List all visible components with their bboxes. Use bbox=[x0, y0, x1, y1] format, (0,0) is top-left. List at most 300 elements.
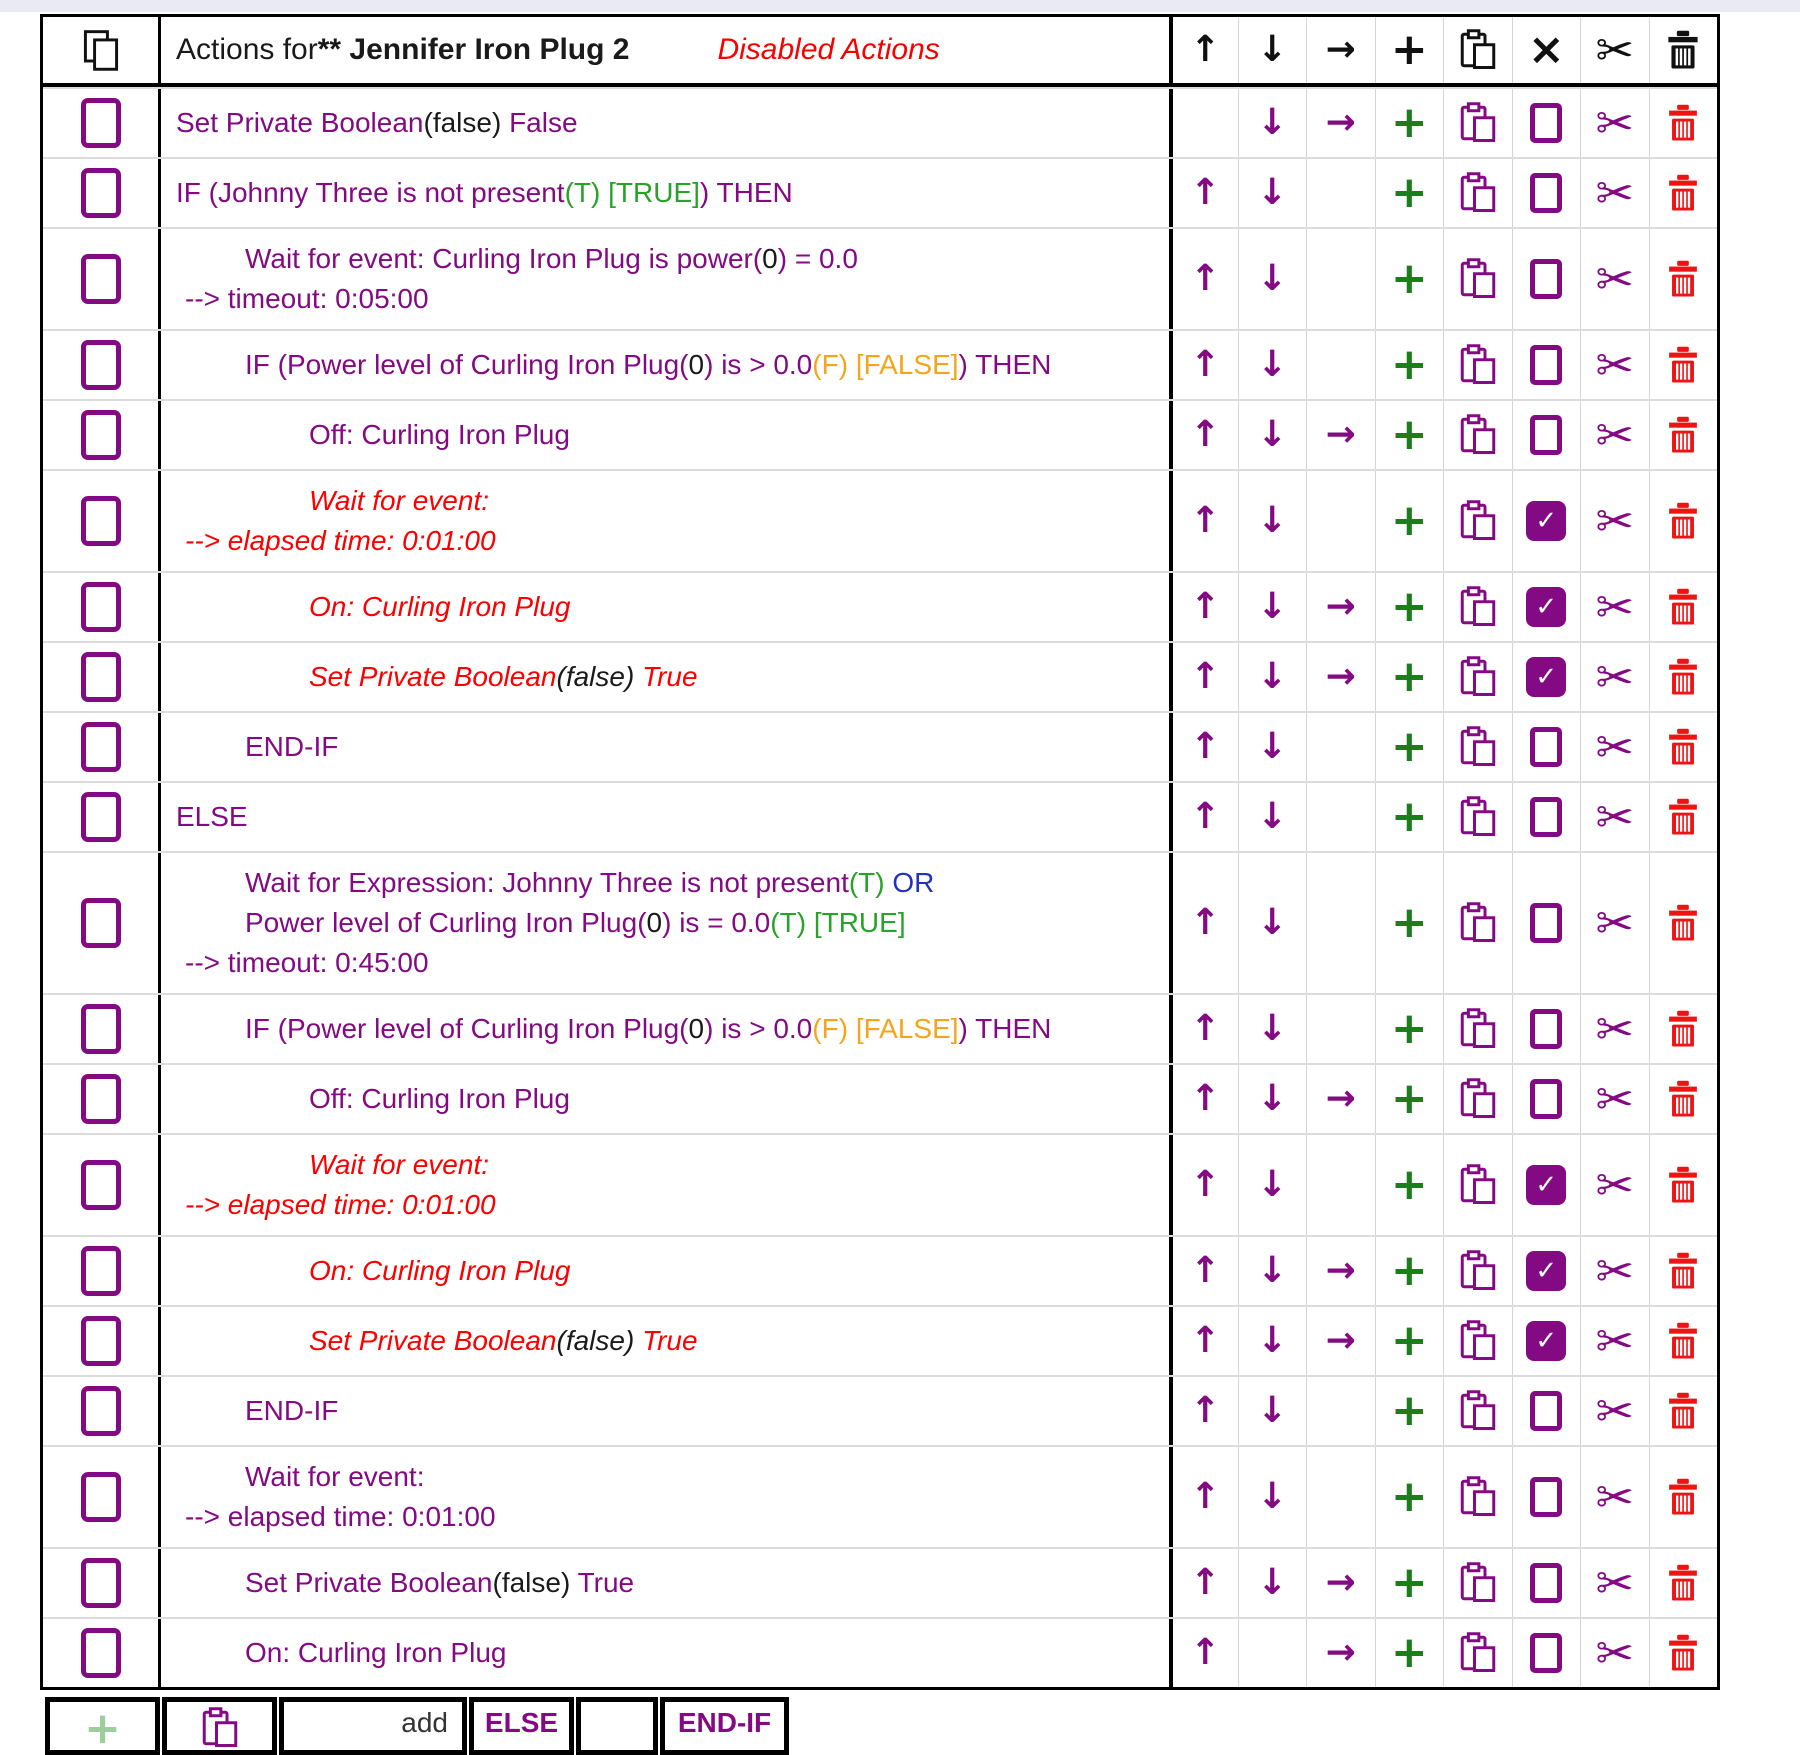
header-copy-cell[interactable] bbox=[43, 17, 158, 83]
delete-action-button[interactable] bbox=[1665, 416, 1701, 454]
footer-end-if-button[interactable]: END-IF bbox=[660, 1697, 789, 1755]
cut-action-button[interactable]: ✂ bbox=[1595, 1556, 1635, 1610]
down-arrow-icon: ↓ bbox=[1257, 29, 1288, 70]
paste-action-button[interactable] bbox=[1457, 258, 1499, 300]
move-down-button[interactable]: ↓ bbox=[1257, 1164, 1288, 1205]
text-segment: (T) bbox=[564, 177, 601, 208]
action-line bbox=[161, 1391, 1169, 1431]
move-up-button-cell bbox=[1169, 229, 1238, 329]
insert-action-button-cell bbox=[1375, 1065, 1444, 1133]
move-down-button-cell bbox=[1238, 1447, 1307, 1547]
delete-action-button[interactable] bbox=[1665, 502, 1701, 540]
move-down-button[interactable]: ↓ bbox=[1257, 500, 1288, 541]
cut-action-button[interactable]: ✂ bbox=[1595, 408, 1635, 462]
action-text[interactable] bbox=[158, 1135, 1169, 1235]
indent-button[interactable]: → bbox=[1325, 102, 1356, 143]
action-text[interactable] bbox=[158, 1307, 1169, 1375]
action-line bbox=[161, 1633, 1169, 1673]
insert-action-button[interactable]: + bbox=[1390, 791, 1428, 842]
disable-toggle[interactable] bbox=[1530, 345, 1562, 385]
paste-action-button-cell bbox=[1443, 229, 1512, 329]
move-down-button-cell bbox=[1238, 1549, 1307, 1617]
paste-action-button[interactable] bbox=[1457, 796, 1499, 838]
delete-action-button[interactable] bbox=[1665, 1010, 1701, 1048]
cut-action-button-cell bbox=[1580, 1447, 1649, 1547]
paste-action-button[interactable] bbox=[1457, 1476, 1499, 1518]
indent-button[interactable]: → bbox=[1325, 1320, 1356, 1361]
move-up-button[interactable]: ↑ bbox=[1190, 344, 1221, 385]
move-up-button-cell bbox=[1169, 401, 1238, 469]
move-up-button-cell bbox=[1169, 89, 1238, 157]
paste-action-button[interactable] bbox=[1457, 1632, 1499, 1674]
indent-button-cell bbox=[1306, 853, 1375, 993]
move-up-button[interactable]: ↑ bbox=[1190, 414, 1221, 455]
move-up-button-cell bbox=[1169, 1065, 1238, 1133]
insert-action-button[interactable]: + bbox=[1390, 1385, 1428, 1436]
row-select-cell bbox=[43, 713, 158, 781]
paste-action-button[interactable] bbox=[1457, 656, 1499, 698]
paste-action-button[interactable] bbox=[1457, 414, 1499, 456]
action-text[interactable] bbox=[158, 783, 1169, 851]
indent-button[interactable]: → bbox=[1325, 414, 1356, 455]
indent-button[interactable]: → bbox=[1325, 1562, 1356, 1603]
disable-toggle[interactable] bbox=[1530, 103, 1562, 143]
cut-action-button[interactable]: ✂ bbox=[1595, 1158, 1635, 1212]
move-up-button[interactable]: ↑ bbox=[1190, 656, 1221, 697]
cut-action-button[interactable]: ✂ bbox=[1595, 494, 1635, 548]
row-select-checkbox[interactable] bbox=[81, 792, 121, 842]
paste-action-button[interactable] bbox=[1457, 1562, 1499, 1604]
row-select-checkbox[interactable] bbox=[81, 98, 121, 148]
action-continuation-line bbox=[161, 521, 1169, 561]
move-up-button[interactable]: ↑ bbox=[1190, 1008, 1221, 1049]
disable-toggle-cell bbox=[1512, 783, 1581, 851]
paste-action-button-cell bbox=[1443, 573, 1512, 641]
text-segment bbox=[806, 907, 814, 938]
move-down-button[interactable]: ↓ bbox=[1257, 586, 1288, 627]
delete-action-button[interactable] bbox=[1665, 1564, 1701, 1602]
move-up-button-cell bbox=[1169, 1135, 1238, 1235]
move-up-button-cell bbox=[1169, 159, 1238, 227]
row-select-cell bbox=[43, 783, 158, 851]
footer-add-button[interactable]: add bbox=[279, 1697, 467, 1755]
row-select-cell bbox=[43, 331, 158, 399]
action-text[interactable] bbox=[158, 995, 1169, 1063]
action-text[interactable] bbox=[158, 1619, 1169, 1687]
row-select-checkbox[interactable] bbox=[81, 722, 121, 772]
paste-action-button[interactable] bbox=[1457, 1390, 1499, 1432]
cut-action-button[interactable]: ✂ bbox=[1595, 1384, 1635, 1438]
action-text[interactable] bbox=[158, 643, 1169, 711]
action-text[interactable] bbox=[158, 331, 1169, 399]
cut-action-button[interactable]: ✂ bbox=[1595, 1244, 1635, 1298]
text-segment: ) THEN bbox=[699, 177, 793, 208]
paste-action-button[interactable] bbox=[1457, 726, 1499, 768]
insert-action-button-cell bbox=[1375, 1237, 1444, 1305]
text-segment: (false) bbox=[556, 661, 635, 692]
row-select-checkbox[interactable] bbox=[81, 1004, 121, 1054]
text-segment: 0 bbox=[646, 907, 663, 938]
row-select-checkbox[interactable] bbox=[81, 496, 121, 546]
delete-action-button-cell bbox=[1649, 159, 1718, 227]
cut-action-button[interactable]: ✂ bbox=[1595, 580, 1635, 634]
insert-action-button[interactable]: + bbox=[1390, 1557, 1428, 1608]
indent-button[interactable]: → bbox=[1325, 1632, 1356, 1673]
move-down-button[interactable]: ↓ bbox=[1257, 1078, 1288, 1119]
delete-action-button-cell bbox=[1649, 1135, 1718, 1235]
move-down-button[interactable]: ↓ bbox=[1257, 726, 1288, 767]
cut-action-button[interactable]: ✂ bbox=[1595, 896, 1635, 950]
move-up-button[interactable]: ↑ bbox=[1190, 726, 1221, 767]
text-segment: --> elapsed time: 0:01:00 bbox=[185, 1501, 496, 1532]
cut-action-button[interactable]: ✂ bbox=[1595, 720, 1635, 774]
text-segment: [FALSE] bbox=[855, 349, 959, 380]
move-up-button[interactable]: ↑ bbox=[1190, 902, 1221, 943]
row-select-checkbox[interactable] bbox=[81, 1160, 121, 1210]
action-text[interactable] bbox=[158, 1237, 1169, 1305]
text-segment: True bbox=[634, 1325, 698, 1356]
move-up-button-cell bbox=[1169, 783, 1238, 851]
move-up-button[interactable]: ↑ bbox=[1190, 172, 1221, 213]
row-select-checkbox[interactable] bbox=[81, 1472, 121, 1522]
insert-action-button[interactable]: + bbox=[1390, 1003, 1428, 1054]
insert-action-button[interactable]: + bbox=[1390, 897, 1428, 948]
disable-toggle[interactable]: ✓ bbox=[1526, 1321, 1566, 1361]
paste-action-button[interactable] bbox=[1457, 344, 1499, 386]
move-down-button[interactable]: ↓ bbox=[1257, 1562, 1288, 1603]
text-segment: IF (Power level of Curling Iron Plug( bbox=[245, 1013, 689, 1044]
row-select-checkbox[interactable] bbox=[81, 898, 121, 948]
x-icon: × bbox=[1527, 24, 1565, 75]
action-continuation-line bbox=[161, 1497, 1169, 1537]
action-row bbox=[43, 227, 1717, 329]
action-text[interactable] bbox=[158, 89, 1169, 157]
disable-toggle[interactable] bbox=[1530, 727, 1562, 767]
insert-action-button[interactable]: + bbox=[1390, 581, 1428, 632]
delete-action-button[interactable] bbox=[1665, 728, 1701, 766]
header-down-cell bbox=[1238, 17, 1307, 83]
move-up-button-cell bbox=[1169, 995, 1238, 1063]
disable-toggle[interactable] bbox=[1530, 1079, 1562, 1119]
indent-button[interactable]: → bbox=[1325, 656, 1356, 697]
cut-action-button[interactable]: ✂ bbox=[1595, 338, 1635, 392]
up-arrow-icon: ↑ bbox=[1190, 29, 1221, 70]
row-select-checkbox[interactable] bbox=[81, 254, 121, 304]
disable-toggle[interactable] bbox=[1530, 1477, 1562, 1517]
row-select-checkbox[interactable] bbox=[81, 1386, 121, 1436]
row-select-checkbox[interactable] bbox=[81, 1628, 121, 1678]
action-text[interactable] bbox=[158, 713, 1169, 781]
delete-action-button[interactable] bbox=[1665, 1322, 1701, 1360]
row-select-cell bbox=[43, 159, 158, 227]
move-down-button[interactable]: ↓ bbox=[1257, 102, 1288, 143]
text-segment: On: Curling Iron Plug bbox=[245, 1637, 507, 1668]
cut-action-button[interactable]: ✂ bbox=[1595, 1002, 1635, 1056]
row-select-checkbox[interactable] bbox=[81, 1558, 121, 1608]
delete-action-button[interactable] bbox=[1665, 588, 1701, 626]
delete-action-button[interactable] bbox=[1665, 904, 1701, 942]
row-select-checkbox[interactable] bbox=[81, 340, 121, 390]
text-segment: True bbox=[570, 1567, 635, 1598]
paste-action-button-cell bbox=[1443, 1065, 1512, 1133]
disable-toggle[interactable] bbox=[1530, 1391, 1562, 1431]
delete-action-button[interactable] bbox=[1665, 798, 1701, 836]
cut-action-button[interactable]: ✂ bbox=[1595, 790, 1635, 844]
row-select-checkbox[interactable] bbox=[81, 1074, 121, 1124]
disable-toggle[interactable] bbox=[1530, 259, 1562, 299]
paste-action-button-cell bbox=[1443, 1619, 1512, 1687]
cut-action-button[interactable]: ✂ bbox=[1595, 1470, 1635, 1524]
move-up-button-cell bbox=[1169, 471, 1238, 571]
move-down-button-cell bbox=[1238, 1377, 1307, 1445]
delete-action-button[interactable] bbox=[1665, 260, 1701, 298]
delete-action-button[interactable] bbox=[1665, 1252, 1701, 1290]
insert-action-button[interactable]: + bbox=[1390, 253, 1428, 304]
action-text[interactable] bbox=[158, 573, 1169, 641]
cut-action-button[interactable]: ✂ bbox=[1595, 1626, 1635, 1680]
move-up-button[interactable]: ↑ bbox=[1190, 796, 1221, 837]
cut-action-button[interactable]: ✂ bbox=[1595, 96, 1635, 150]
disable-toggle-cell bbox=[1512, 331, 1581, 399]
disable-toggle-cell bbox=[1512, 1377, 1581, 1445]
move-down-button-cell bbox=[1238, 643, 1307, 711]
insert-action-button-cell bbox=[1375, 853, 1444, 993]
move-down-button[interactable]: ↓ bbox=[1257, 1320, 1288, 1361]
text-segment: (T) bbox=[848, 867, 885, 898]
paste-action-button-cell bbox=[1443, 643, 1512, 711]
move-up-button[interactable]: ↑ bbox=[1190, 1320, 1221, 1361]
row-select-checkbox[interactable] bbox=[81, 168, 121, 218]
disable-toggle[interactable] bbox=[1530, 797, 1562, 837]
move-down-button-cell bbox=[1238, 713, 1307, 781]
disable-toggle[interactable] bbox=[1530, 1563, 1562, 1603]
move-up-button[interactable]: ↑ bbox=[1190, 1164, 1221, 1205]
delete-action-button[interactable] bbox=[1665, 1478, 1701, 1516]
disable-toggle[interactable] bbox=[1530, 903, 1562, 943]
action-text[interactable] bbox=[158, 159, 1169, 227]
cut-action-button[interactable]: ✂ bbox=[1595, 1072, 1635, 1126]
move-down-button[interactable]: ↓ bbox=[1257, 1390, 1288, 1431]
paste-action-button[interactable] bbox=[1457, 586, 1499, 628]
delete-action-button-cell bbox=[1649, 1237, 1718, 1305]
action-text[interactable] bbox=[158, 1549, 1169, 1617]
delete-action-button[interactable] bbox=[1665, 346, 1701, 384]
delete-action-button-cell bbox=[1649, 995, 1718, 1063]
insert-action-button[interactable]: + bbox=[1390, 1073, 1428, 1124]
move-up-button[interactable]: ↑ bbox=[1190, 1250, 1221, 1291]
insert-action-button[interactable]: + bbox=[1390, 1471, 1428, 1522]
move-up-button[interactable]: ↑ bbox=[1190, 1632, 1221, 1673]
text-segment: 0 bbox=[762, 243, 778, 274]
cut-action-button[interactable]: ✂ bbox=[1595, 166, 1635, 220]
move-up-button[interactable]: ↑ bbox=[1190, 258, 1221, 299]
move-down-button[interactable]: ↓ bbox=[1257, 1476, 1288, 1517]
disable-toggle[interactable]: ✓ bbox=[1526, 501, 1566, 541]
paste-action-button[interactable] bbox=[1457, 1164, 1499, 1206]
indent-button-cell bbox=[1306, 1237, 1375, 1305]
action-text[interactable] bbox=[158, 471, 1169, 571]
footer-else-button[interactable]: ELSE bbox=[469, 1697, 574, 1755]
footer-blank-button[interactable] bbox=[576, 1697, 658, 1755]
paste-action-button[interactable] bbox=[1457, 1078, 1499, 1120]
disable-toggle[interactable] bbox=[1530, 173, 1562, 213]
row-select-cell bbox=[43, 853, 158, 993]
text-segment: Power level of Curling Iron Plug( bbox=[245, 907, 647, 938]
move-down-button[interactable]: ↓ bbox=[1257, 172, 1288, 213]
header-title-cell bbox=[158, 17, 1169, 83]
move-up-button[interactable]: ↑ bbox=[1190, 586, 1221, 627]
paste-action-button[interactable] bbox=[1457, 1320, 1499, 1362]
delete-action-button-cell bbox=[1649, 1447, 1718, 1547]
action-line bbox=[161, 903, 1169, 943]
disable-toggle-cell bbox=[1512, 401, 1581, 469]
cut-action-button-cell bbox=[1580, 89, 1649, 157]
row-select-checkbox[interactable] bbox=[81, 1246, 121, 1296]
move-down-button[interactable]: ↓ bbox=[1257, 258, 1288, 299]
move-up-button-cell bbox=[1169, 853, 1238, 993]
insert-action-button-cell bbox=[1375, 229, 1444, 329]
action-text[interactable] bbox=[158, 853, 1169, 993]
indent-button-cell bbox=[1306, 1549, 1375, 1617]
cut-action-button[interactable]: ✂ bbox=[1595, 252, 1635, 306]
action-row bbox=[43, 711, 1717, 781]
paste-action-button-cell bbox=[1443, 471, 1512, 571]
delete-action-button-cell bbox=[1649, 853, 1718, 993]
move-down-button[interactable]: ↓ bbox=[1257, 656, 1288, 697]
row-select-checkbox[interactable] bbox=[81, 1316, 121, 1366]
cut-action-button-cell bbox=[1580, 401, 1649, 469]
move-up-button[interactable]: ↑ bbox=[1190, 1562, 1221, 1603]
footer-paste-button[interactable] bbox=[162, 1697, 277, 1755]
delete-action-button[interactable] bbox=[1665, 104, 1701, 142]
delete-action-button[interactable] bbox=[1665, 174, 1701, 212]
delete-action-button[interactable] bbox=[1665, 1392, 1701, 1430]
move-up-button-cell bbox=[1169, 331, 1238, 399]
action-line bbox=[161, 1079, 1169, 1119]
disable-toggle[interactable] bbox=[1530, 415, 1562, 455]
disable-toggle[interactable] bbox=[1530, 1633, 1562, 1673]
disable-toggle[interactable]: ✓ bbox=[1526, 1251, 1566, 1291]
text-segment: (false) bbox=[492, 1567, 571, 1598]
action-row bbox=[43, 851, 1717, 993]
insert-action-button-cell bbox=[1375, 783, 1444, 851]
move-down-button[interactable]: ↓ bbox=[1257, 902, 1288, 943]
move-up-button[interactable]: ↑ bbox=[1190, 1476, 1221, 1517]
disable-toggle[interactable] bbox=[1530, 1009, 1562, 1049]
insert-action-button[interactable]: + bbox=[1390, 1245, 1428, 1296]
indent-button[interactable]: → bbox=[1325, 1250, 1356, 1291]
text-segment: Off: Curling Iron Plug bbox=[309, 419, 570, 450]
disable-toggle[interactable]: ✓ bbox=[1526, 657, 1566, 697]
disable-toggle[interactable]: ✓ bbox=[1526, 1165, 1566, 1205]
action-line bbox=[161, 1009, 1169, 1049]
insert-action-button-cell bbox=[1375, 643, 1444, 711]
action-text[interactable] bbox=[158, 1447, 1169, 1547]
insert-action-button[interactable]: + bbox=[1390, 167, 1428, 218]
cut-action-button-cell bbox=[1580, 853, 1649, 993]
row-select-checkbox[interactable] bbox=[81, 582, 121, 632]
text-segment: (T) bbox=[770, 907, 807, 938]
indent-button-cell bbox=[1306, 1065, 1375, 1133]
indent-button[interactable]: → bbox=[1325, 586, 1356, 627]
delete-action-button-cell bbox=[1649, 331, 1718, 399]
delete-action-button[interactable] bbox=[1665, 1080, 1701, 1118]
text-segment: Set Private Boolean bbox=[245, 1567, 493, 1598]
insert-action-button[interactable]: + bbox=[1390, 721, 1428, 772]
page-title-name: ** Jennifer Iron Plug 2 bbox=[317, 33, 630, 66]
row-select-checkbox[interactable] bbox=[81, 652, 121, 702]
delete-action-button[interactable] bbox=[1665, 658, 1701, 696]
cut-action-button[interactable]: ✂ bbox=[1595, 1314, 1635, 1368]
insert-action-button[interactable]: + bbox=[1390, 495, 1428, 546]
action-text[interactable] bbox=[158, 229, 1169, 329]
move-down-button[interactable]: ↓ bbox=[1257, 1250, 1288, 1291]
disable-toggle-cell bbox=[1512, 643, 1581, 711]
insert-action-button[interactable]: + bbox=[1390, 409, 1428, 460]
paste-action-button[interactable] bbox=[1457, 172, 1499, 214]
move-down-button[interactable]: ↓ bbox=[1257, 414, 1288, 455]
row-select-cell bbox=[43, 643, 158, 711]
insert-action-button[interactable]: + bbox=[1390, 1159, 1428, 1210]
paste-action-button[interactable] bbox=[1457, 500, 1499, 542]
delete-action-button[interactable] bbox=[1665, 1166, 1701, 1204]
cut-action-button-cell bbox=[1580, 643, 1649, 711]
row-select-checkbox[interactable] bbox=[81, 410, 121, 460]
paste-action-button-cell bbox=[1443, 783, 1512, 851]
action-text[interactable] bbox=[158, 1377, 1169, 1445]
action-row bbox=[43, 87, 1717, 157]
cut-action-button-cell bbox=[1580, 573, 1649, 641]
indent-button-cell bbox=[1306, 471, 1375, 571]
indent-button-cell bbox=[1306, 1307, 1375, 1375]
insert-action-button[interactable]: + bbox=[1390, 651, 1428, 702]
insert-action-button[interactable]: + bbox=[1390, 339, 1428, 390]
paste-action-button[interactable] bbox=[1457, 1250, 1499, 1292]
action-text[interactable] bbox=[158, 401, 1169, 469]
text-segment: Wait for event: Curling Iron Plug is power( bbox=[245, 243, 763, 274]
delete-action-button-cell bbox=[1649, 471, 1718, 571]
disable-toggle[interactable]: ✓ bbox=[1526, 587, 1566, 627]
disable-toggle-cell bbox=[1512, 229, 1581, 329]
paste-action-button[interactable] bbox=[1457, 1008, 1499, 1050]
insert-action-button-cell bbox=[1375, 331, 1444, 399]
move-down-button[interactable]: ↓ bbox=[1257, 1008, 1288, 1049]
move-down-button[interactable]: ↓ bbox=[1257, 796, 1288, 837]
delete-action-button[interactable] bbox=[1665, 1634, 1701, 1672]
move-down-button[interactable]: ↓ bbox=[1257, 344, 1288, 385]
insert-action-button-cell bbox=[1375, 89, 1444, 157]
cut-action-button[interactable]: ✂ bbox=[1595, 650, 1635, 704]
paste-action-button[interactable] bbox=[1457, 902, 1499, 944]
footer-add-button[interactable] bbox=[45, 1697, 160, 1755]
cut-action-button-cell bbox=[1580, 1307, 1649, 1375]
indent-button-cell bbox=[1306, 401, 1375, 469]
action-text[interactable] bbox=[158, 1065, 1169, 1133]
move-up-button[interactable]: ↑ bbox=[1190, 1390, 1221, 1431]
move-up-button[interactable]: ↑ bbox=[1190, 1078, 1221, 1119]
text-segment: Wait for event: bbox=[309, 485, 490, 516]
insert-action-button[interactable]: + bbox=[1390, 97, 1428, 148]
insert-action-button[interactable]: + bbox=[1390, 1627, 1428, 1678]
indent-button[interactable]: → bbox=[1325, 1078, 1356, 1119]
insert-action-button-cell bbox=[1375, 713, 1444, 781]
text-segment: [FALSE] bbox=[855, 1013, 959, 1044]
action-line bbox=[161, 797, 1169, 837]
move-up-button[interactable]: ↑ bbox=[1190, 500, 1221, 541]
insert-action-button[interactable]: + bbox=[1390, 1315, 1428, 1366]
cut-action-button-cell bbox=[1580, 1549, 1649, 1617]
paste-action-button[interactable] bbox=[1457, 102, 1499, 144]
